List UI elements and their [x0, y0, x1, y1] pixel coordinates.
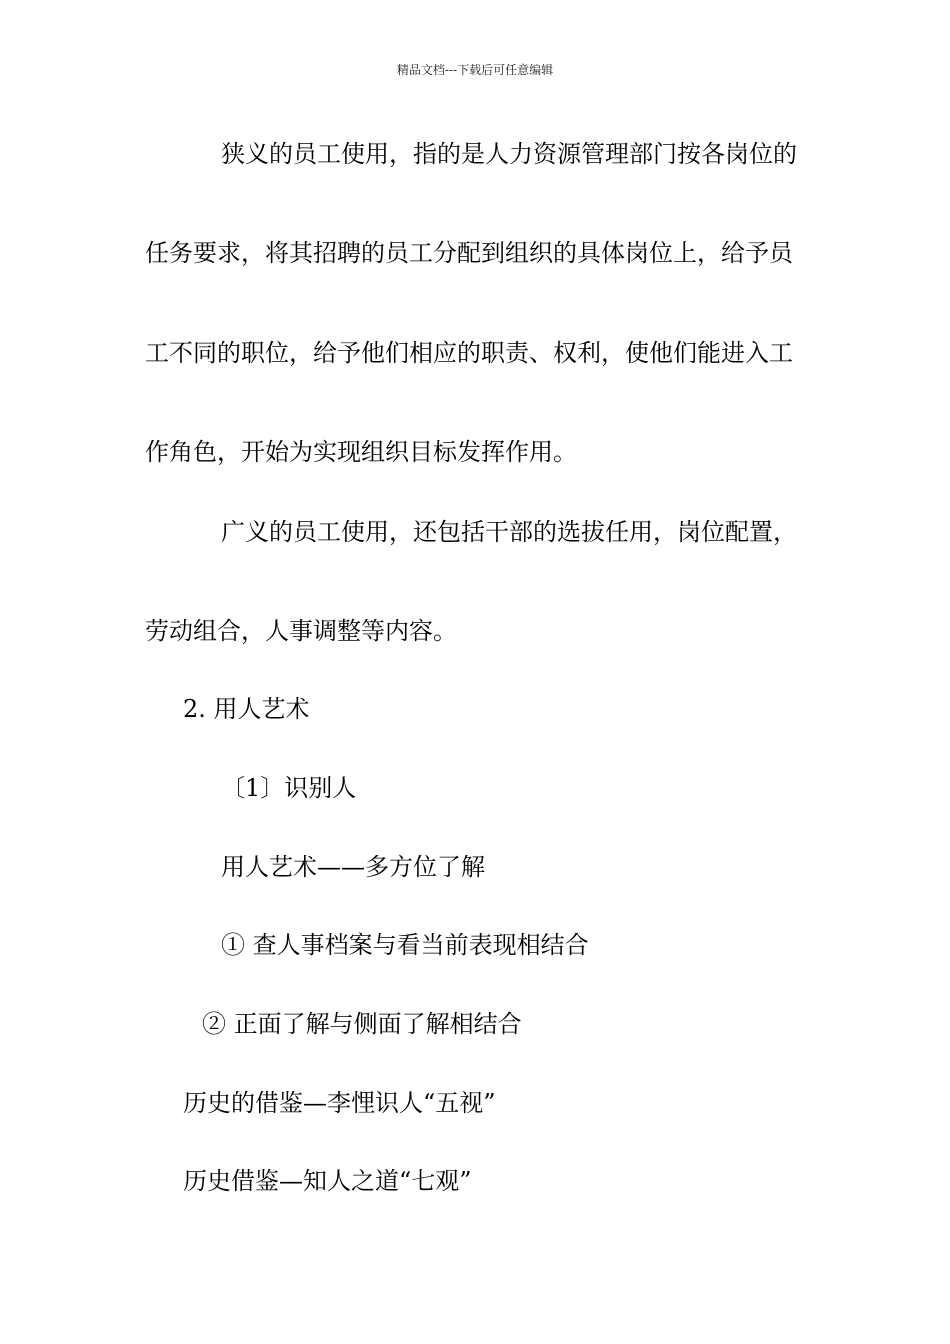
paragraph-2-line-1: 广义的员工使用，还包括干部的选拔任用，岗位配置， — [221, 518, 797, 546]
paragraph-1-line-3: 工不同的职位，给予他们相应的职责、权利，使他们能进入工 — [145, 339, 793, 367]
history-line-1: 历史的借鉴—李悝识人“五视” — [183, 1089, 496, 1117]
section-heading: 2. 用人艺术 — [183, 695, 310, 723]
paragraph-2-line-2: 劳动组合，人事调整等内容。 — [145, 617, 457, 645]
subsection-heading: 〔1〕识别人 — [221, 774, 357, 802]
list-item-2: ② 正面了解与侧面了解相结合 — [202, 1010, 522, 1038]
list-item-1: ① 查人事档案与看当前表现相结合 — [221, 931, 589, 959]
topic-line: 用人艺术——多方位了解 — [221, 853, 485, 881]
paragraph-1-line-4: 作角色，开始为实现组织目标发挥作用。 — [145, 438, 577, 466]
page-header: 精品文档---下载后可任意编辑 — [396, 63, 554, 77]
paragraph-1-line-2: 任务要求，将其招聘的员工分配到组织的具体岗位上，给予员 — [145, 239, 793, 267]
paragraph-1-line-1: 狭义的员工使用，指的是人力资源管理部门按各岗位的 — [221, 140, 797, 168]
history-line-2: 历史借鉴—知人之道“七观” — [183, 1167, 472, 1195]
